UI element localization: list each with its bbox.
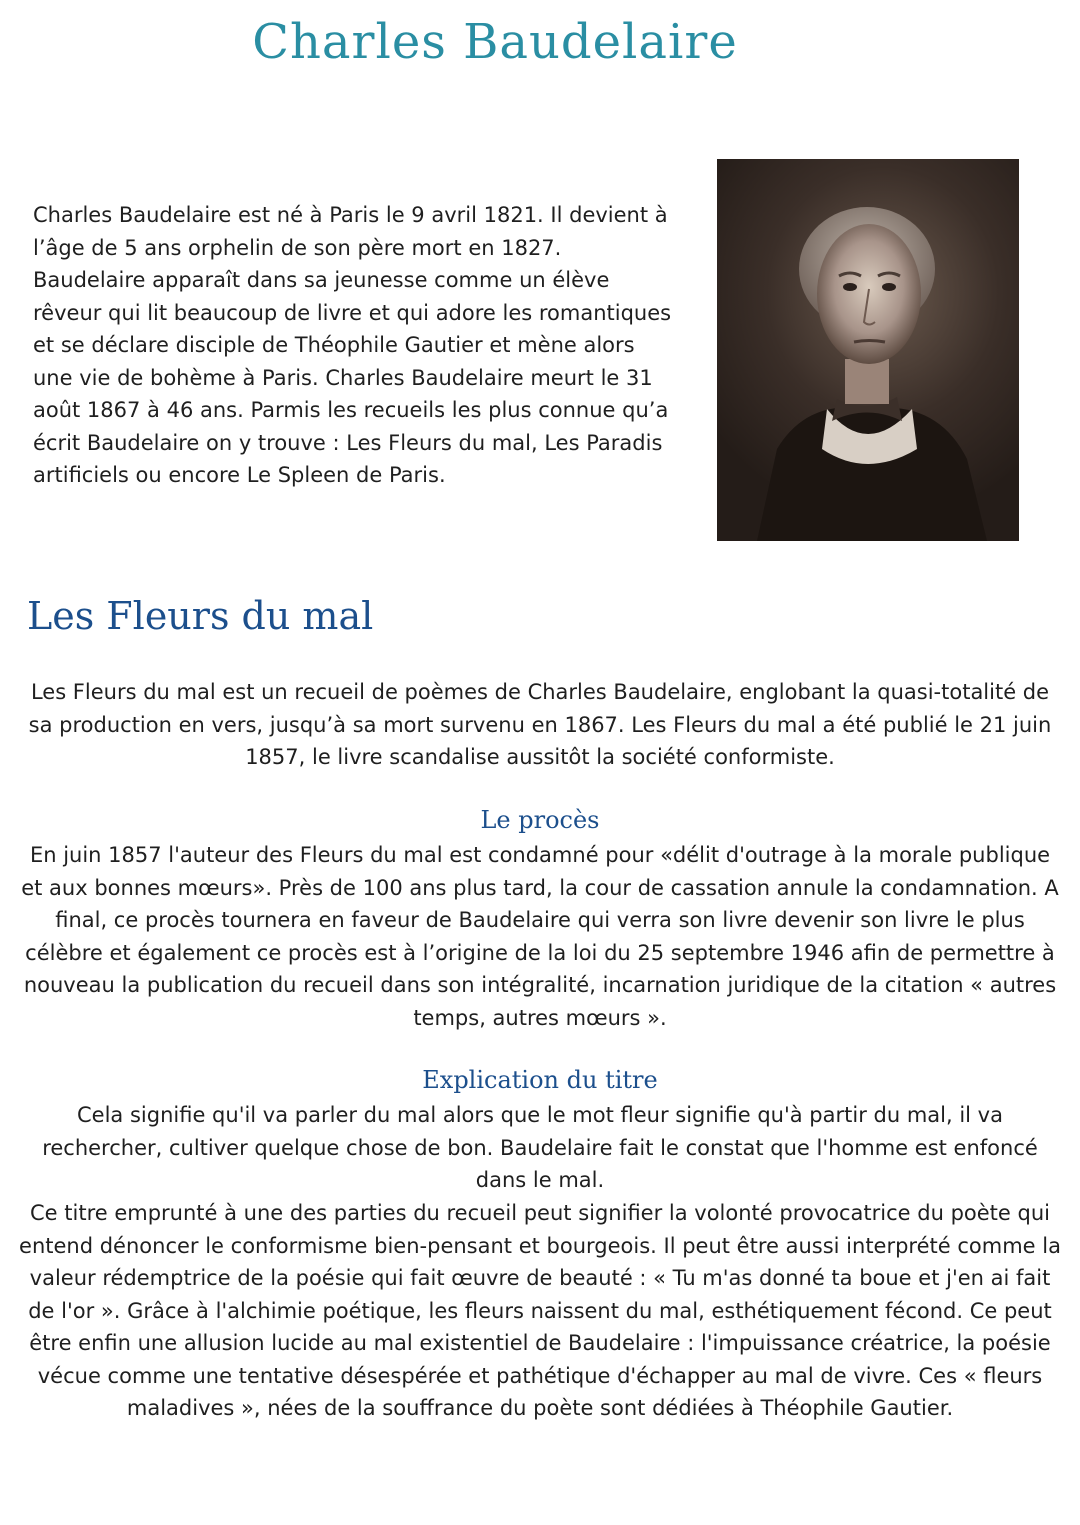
intro-paragraph: Les Fleurs du mal est un recueil de poèmes de Charles Baudelaire, englobant la quasi-totalité de sa production en vers, jusqu’à sa mort survenu en 1867. Les Fleurs du mal a été publié le 21 juin 1857, le livre scandalise aussitôt la société conformiste. [28, 680, 1052, 769]
title-explanation-heading: Explication du titre [422, 1066, 658, 1094]
portrait-photo [717, 159, 1019, 541]
page-title: Charles Baudelaire [252, 14, 738, 70]
title-explanation-paragraph-2: Ce titre emprunté à une des parties du recueil peut signifier la volonté provocatrice du poète qui entend dénoncer le conformisme bien-pensant et bourgeois. Il peut être aussi interprété comme la valeur rédemptrice de la poésie qui fait œuvre de beauté : « Tu m'as donné ta boue et j'en ai fait de l'or ». Grâce à l'alchimie poétique, les fleurs naissent du mal, esthétiquement fécond. Ce peut être enfin une allusion lucide au mal existentiel de Baudelaire : l'impuissance créatrice, la poésie vécue comme une tentative désespérée et pathétique d'échapper au mal de vivre. Ces « fleurs maladives », nées de la souffrance du poète sont dédiées à Théophile Gautier. [19, 1201, 1061, 1420]
title-explanation-paragraph-1: Cela signifie qu'il va parler du mal alors que le mot fleur signifie qu'à partir du mal, il va rechercher, cultiver quelque chose de bon. Baudelaire fait le constat que l'homme est enfoncé dans le mal. [42, 1103, 1038, 1192]
section-title: Les Fleurs du mal [27, 594, 374, 638]
biography-paragraph: Charles Baudelaire est né à Paris le 9 avril 1821. Il devient à l’âge de 5 ans orphelin de son père mort en 1827. Baudelaire apparaît dans sa jeunesse comme un élève rêveur qui lit beaucoup de livre et qui adore les romantiques et se déclare disciple de Théophile Gautier et mène alors une vie de bohème à Paris. Charles Baudelaire meurt le 31 août 1867 à 46 ans. Parmis les recueils les plus connue qu’a écrit Baudelaire on y trouve : Les Fleurs du mal, Les Paradis artificiels ou encore Le Spleen de Paris. [33, 203, 672, 487]
proces-heading: Le procès [480, 806, 600, 834]
proces-paragraph: En juin 1857 l'auteur des Fleurs du mal est condamné pour «délit d'outrage à la morale publique et aux bonnes mœurs». Près de 100 ans plus tard, la cour de cassation annule la condamnation. A final, ce procès tournera en faveur de Baudelaire qui verra son livre devenir son livre le plus célèbre et également ce procès est à l’origine de la loi du 25 septembre 1946 afin de permettre à nouveau la publication du recueil dans son intégralité, incarnation juridique de la citation « autres temps, autres mœurs ». [21, 843, 1059, 1030]
